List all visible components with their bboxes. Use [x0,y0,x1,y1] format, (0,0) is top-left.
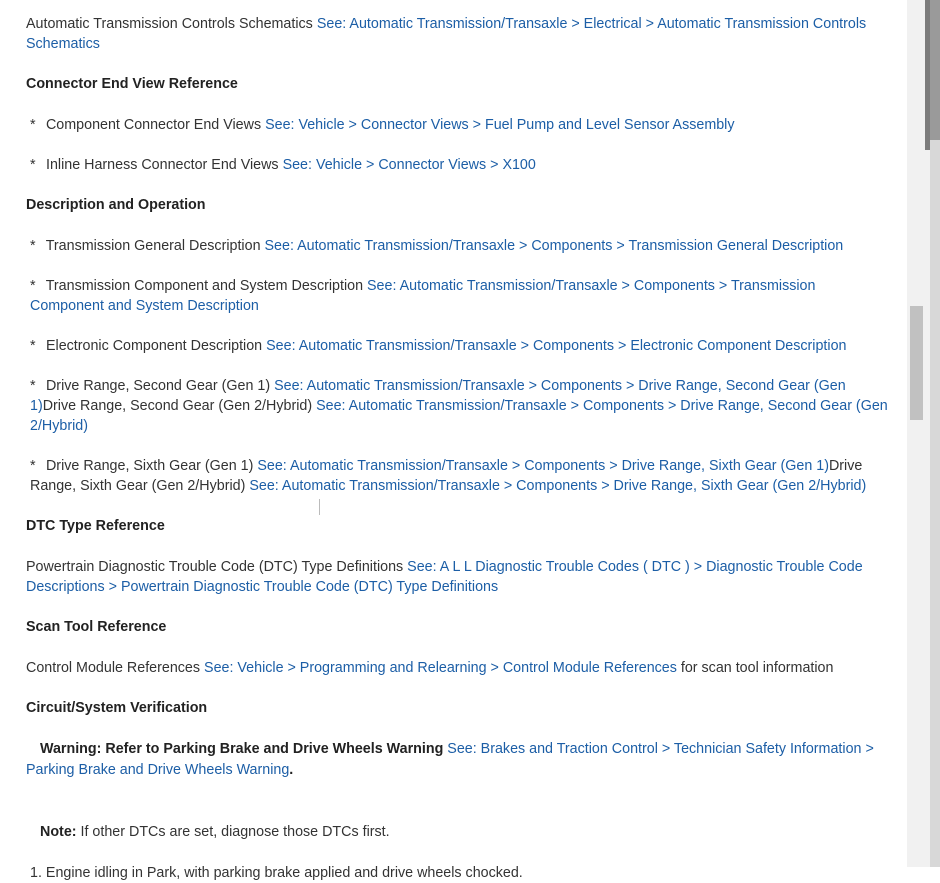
scan-link[interactable]: See: Vehicle > Programming and Relearning > Control Module References [204,660,677,676]
connector-item-label: Component Connector End Views [45,117,262,133]
bullet-icon: * [30,338,36,354]
bullet-icon: * [30,117,36,133]
description-item-label: Electronic Component Description [45,338,263,354]
description-item-label: Drive Range, Second Gear (Gen 1) [45,378,271,394]
connector-item-label: Inline Harness Connector End Views [45,157,279,173]
description-item-label: Transmission Component and System Description [45,278,364,294]
connector-item-component [26,115,892,135]
scrollbar-thumb[interactable] [910,306,923,420]
bullet-icon: * [30,278,36,294]
verification-heading: Circuit/System Verification [26,700,208,716]
note-block [26,822,892,842]
connector-heading: Connector End View Reference [26,76,238,92]
connector-item-link[interactable]: See: Vehicle > Connector Views > X100 [282,157,536,173]
scan-line [26,658,892,678]
dtc-heading: DTC Type Reference [26,518,165,534]
scan-suffix: for scan tool information [680,660,834,676]
connector-item-inline [26,155,892,175]
description-item-label: Drive Range, Sixth Gear (Gen 1) [45,458,254,474]
description-item-component [26,276,892,316]
note-label: Note: [40,824,77,840]
description-heading: Description and Operation [26,197,206,213]
schematics-label: Automatic Transmission Controls Schematics [26,16,313,32]
dtc-line [26,557,892,597]
scan-label: Control Module References [26,660,201,676]
description-item-link-2[interactable]: See: Automatic Transmission/Transaxle > Components > Drive Range, Second Gear (Gen 2/Hybrid) [30,398,888,434]
description-item-sixth-gear [26,456,892,496]
schematics-line [26,14,892,54]
warning-end: . [289,762,294,778]
text-cursor [319,499,320,515]
description-item-link[interactable]: See: Automatic Transmission/Transaxle > Components > Transmission Component and System Description [30,278,816,314]
bullet-icon: * [30,378,36,394]
scan-heading: Scan Tool Reference [26,619,167,635]
document-content [26,14,892,883]
description-item-general [26,236,892,256]
description-item-link-2[interactable]: See: Automatic Transmission/Transaxle > Components > Drive Range, Sixth Gear (Gen 2/Hybrid) [249,478,867,494]
window-edge-shadow [930,0,940,140]
bullet-icon: * [30,238,36,254]
description-item-link[interactable]: See: Automatic Transmission/Transaxle > Components > Drive Range, Sixth Gear (Gen 1) [257,458,829,474]
description-item-label: Transmission General Description [45,238,261,254]
bullet-icon: * [30,157,36,173]
description-item-label-2: Drive Range, Sixth Gear (Gen 2/Hybrid) [30,458,863,494]
description-item-link[interactable]: See: Automatic Transmission/Transaxle > Components > Drive Range, Second Gear (Gen 1) [30,378,846,414]
step-number: 1. [30,865,42,881]
step-item [26,863,892,883]
description-item-second-gear [26,376,892,436]
description-item-electronic [26,336,892,356]
warning-block [26,739,892,781]
note-text: If other DTCs are set, diagnose those DTCs first. [80,824,390,840]
description-item-label-2: Drive Range, Second Gear (Gen 2/Hybrid) [42,398,313,414]
dtc-label: Powertrain Diagnostic Trouble Code (DTC) Type Definitions [26,559,404,575]
bullet-icon: * [30,458,36,474]
description-item-link[interactable]: See: Automatic Transmission/Transaxle > Components > Electronic Component Description [266,338,847,354]
warning-label: Warning: Refer to Parking Brake and Drive Wheels Warning [40,741,444,757]
dtc-link[interactable]: See: A L L Diagnostic Trouble Codes ( DTC ) > Diagnostic Trouble Code Descriptions > Powertrain Diagnostic Trouble Code (DTC) Type Definitions [26,559,863,595]
schematics-link[interactable]: See: Automatic Transmission/Transaxle > Electrical > Automatic Transmission Controls Schematics [26,16,867,52]
warning-link[interactable]: See: Brakes and Traction Control > Technician Safety Information > Parking Brake and Drive Wheels Warning [26,741,874,778]
step-text: Engine idling in Park, with parking brake applied and drive wheels chocked. [45,865,523,881]
description-item-link[interactable]: See: Automatic Transmission/Transaxle > Components > Transmission General Description [264,238,844,254]
connector-item-link[interactable]: See: Vehicle > Connector Views > Fuel Pump and Level Sensor Assembly [265,117,735,133]
